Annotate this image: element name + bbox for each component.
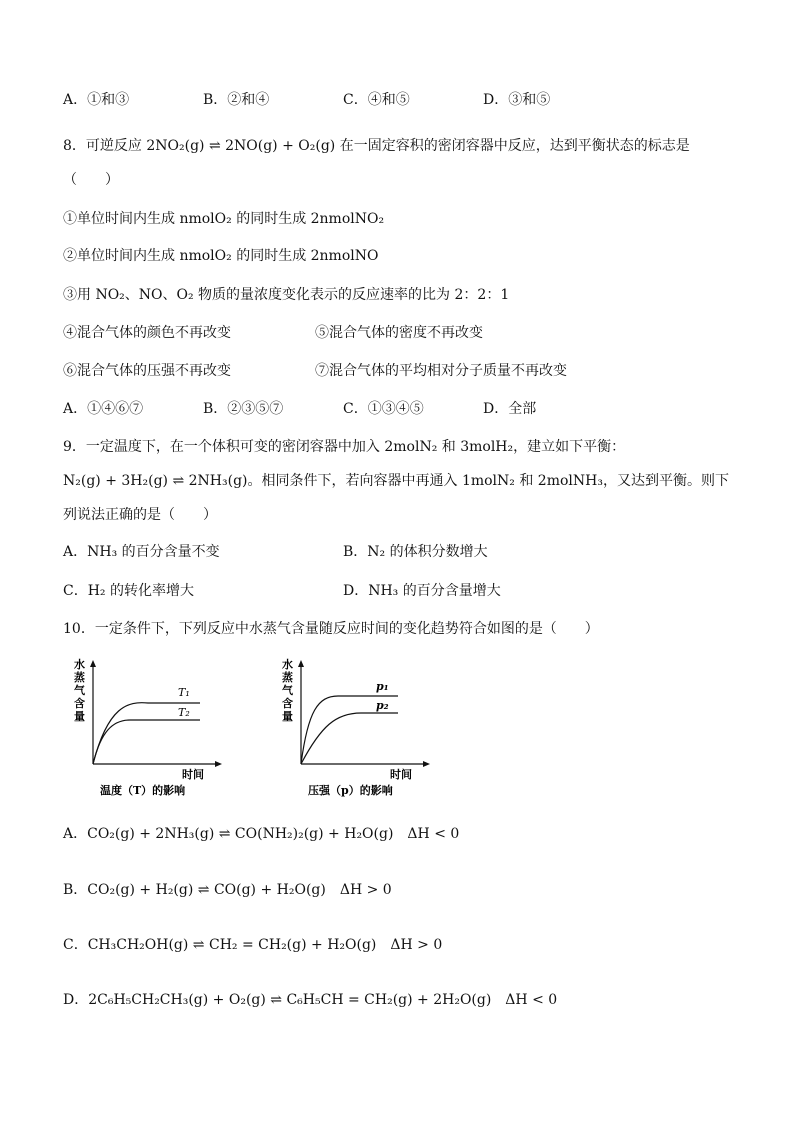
q8-item-3: ③用 NO₂、NO、O₂ 物质的量浓度变化表示的反应速率的比为 2：2：1	[63, 287, 510, 303]
graph1-caption: 温度（T）的影响	[100, 784, 186, 797]
graph2-ylabel-char-2: 蒸	[282, 671, 293, 684]
q9-option-c: C．H₂ 的转化率增大	[63, 583, 194, 599]
graph1-ylabel-char-2: 蒸	[74, 671, 85, 684]
q8-item-6: ⑥混合气体的压强不再改变	[63, 363, 231, 379]
graph1-curve-t2	[93, 720, 200, 764]
graph2-xlabel: 时间	[390, 768, 412, 781]
graph1-x-arrow	[215, 761, 222, 767]
q10-stem: 10．一定条件下，下列反应中水蒸气含量随反应时间的变化趋势符合如图的是（ ）	[63, 621, 599, 637]
q9-stem-line-1: 9．一定温度下，在一个体积可变的密闭容器中加入 2molN₂ 和 3molH₂，建立如下平衡：	[63, 439, 626, 455]
q8-option-d: D．全部	[483, 401, 537, 417]
temperature-effect-graph	[68, 656, 228, 802]
q9-option-b: B．N₂ 的体积分数增大	[343, 544, 488, 560]
q9-option-a: A．NH₃ 的百分含量不变	[63, 544, 220, 560]
graph2-label-p2: p₂	[376, 699, 389, 712]
graph2-ylabel-char-1: 水	[282, 658, 293, 671]
q7-option-c: C．④和⑤	[343, 92, 410, 108]
q8-option-c: C．①③④⑤	[343, 401, 424, 417]
graph1-xlabel: 时间	[182, 768, 204, 781]
q8-item-1: ①单位时间内生成 nmolO₂ 的同时生成 2nmolNO₂	[63, 211, 385, 227]
graph2-label-p1: p₁	[376, 680, 389, 693]
graph1-ylabel-char-5: 量	[74, 710, 85, 723]
q10-option-b: B．CO₂(g) + H₂(g) ⇌ CO(g) + H₂O(g) ΔH > 0	[63, 882, 392, 898]
graph1-ylabel-char-4: 含	[74, 697, 85, 710]
graph1-ylabel-char-3: 气	[74, 684, 85, 697]
graph1-ylabel-char-1: 水	[74, 658, 85, 671]
pressure-effect-graph	[276, 656, 436, 802]
graph2-curve-p2	[301, 713, 398, 764]
q7-option-d: D．③和⑤	[483, 92, 551, 108]
graph1-label-t1: T₁	[178, 686, 190, 699]
q8-option-b: B．②③⑤⑦	[203, 401, 284, 417]
graph2-y-arrow	[298, 660, 304, 667]
graph2-x-arrow	[423, 761, 430, 767]
q10-option-c: C．CH₃CH₂OH(g) ⇌ CH₂ = CH₂(g) + H₂O(g) ΔH > 0	[63, 937, 443, 953]
q8-option-a: A．①④⑥⑦	[63, 401, 144, 417]
graph1-y-arrow	[90, 660, 96, 667]
q10-option-a: A．CO₂(g) + 2NH₃(g) ⇌ CO(NH₂)₂(g) + H₂O(g) ΔH < 0	[63, 826, 460, 842]
graph2-ylabel-char-3: 气	[282, 684, 293, 697]
q10-option-d: D．2C₆H₅CH₂CH₃(g) + O₂(g) ⇌ C₆H₅CH = CH₂(g) + 2H₂O(g) ΔH < 0	[63, 992, 558, 1008]
q8-item-2: ②单位时间内生成 nmolO₂ 的同时生成 2nmolNO	[63, 248, 379, 264]
q7-option-a: A．①和③	[63, 92, 130, 108]
q8-stem: 8．可逆反应 2NO₂(g) ⇌ 2NO(g) + O₂(g) 在一固定容积的密闭容器中反应，达到平衡状态的标志是	[63, 138, 690, 154]
q8-answer-paren: （ ）	[63, 172, 119, 188]
q8-item-5: ⑤混合气体的密度不再改变	[315, 325, 483, 341]
q7-option-b: B．②和④	[203, 92, 270, 108]
graph2-ylabel-char-4: 含	[282, 697, 293, 710]
q9-stem-line-3: 列说法正确的是（ ）	[63, 507, 217, 523]
q8-item-4: ④混合气体的颜色不再改变	[63, 325, 231, 341]
q8-item-7: ⑦混合气体的平均相对分子质量不再改变	[315, 363, 567, 379]
graph2-caption: 压强（p）的影响	[308, 784, 393, 797]
graph1-label-t2: T₂	[178, 706, 190, 719]
q9-stem-line-2: N₂(g) + 3H₂(g) ⇌ 2NH₃(g)。相同条件下，若向容器中再通入 1molN₂ 和 2molNH₃，又达到平衡。则下	[63, 473, 729, 489]
graph2-ylabel-char-5: 量	[282, 710, 293, 723]
q9-option-d: D．NH₃ 的百分含量增大	[343, 583, 501, 599]
